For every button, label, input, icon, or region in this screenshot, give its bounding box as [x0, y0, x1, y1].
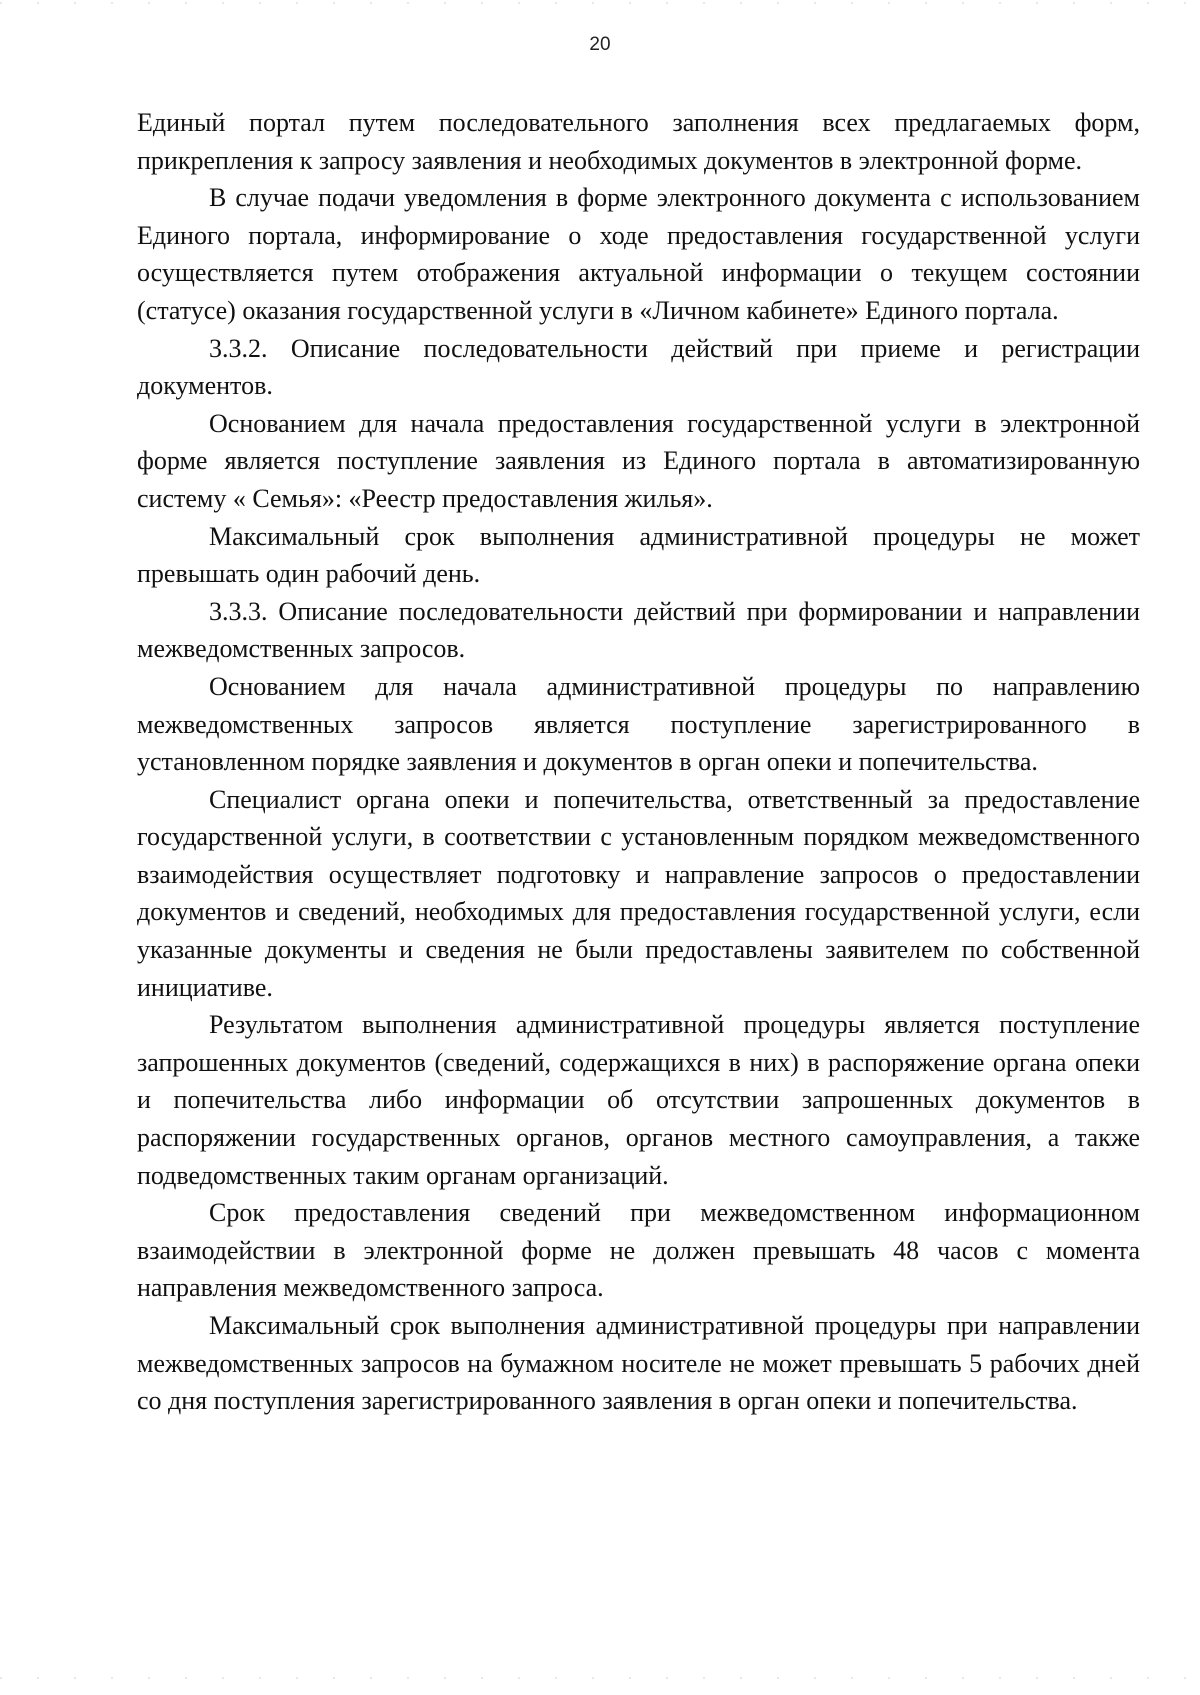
- scan-edge-bottom: [0, 1677, 1200, 1679]
- paragraph-3: 3.3.2. Описание последовательности действий при приеме и регистрации документов.: [137, 333, 1140, 401]
- page-number: 20: [589, 34, 611, 55]
- paragraph-9: Результатом выполнения административной процедуры является поступление запрошенных документов (сведений, содержащихся в них) в распоряжение органа опеки и попечительства либо информации об отсутствии запрошенных документов в распоряжении государственных органов, органов местного самоуправления, а также подведомственных таким органам организаций.: [137, 1010, 1140, 1190]
- paragraph-5: Максимальный срок выполнения административной процедуры не может превышать один рабочий день.: [137, 521, 1140, 589]
- paragraph-11: Максимальный срок выполнения административной процедуры при направлении межведомственных запросов на бумажном носителе не может превышать 5 рабочих дней со дня поступления зарегистрированного заявления в орган опеки и попечительства.: [137, 1311, 1140, 1416]
- paragraph-10: Срок предоставления сведений при межведомственном информационном взаимодействии в электронной форме не должен превышать 48 часов с момента направления межведомственного запроса.: [137, 1198, 1140, 1303]
- paragraph-6: 3.3.3. Описание последовательности действий при формировании и направлении межведомственных запросов.: [137, 596, 1140, 664]
- paragraph-2: В случае подачи уведомления в форме электронного документа с использованием Единого портала, информирование о ходе предоставления государственной услуги осуществляется путем отображения актуальной информации о текущем состоянии (статусе) оказания государственной услуги в «Личном кабинете» Единого портала.: [137, 183, 1140, 325]
- paragraph-7: Основанием для начала административной процедуры по направлению межведомственных запросов является поступление зарегистрированного в установленном порядке заявления и документов в орган опеки и попечительства.: [137, 671, 1140, 777]
- document-body: [137, 104, 1140, 1420]
- paragraph-8: Специалист органа опеки и попечительства, ответственный за предоставление государственной услуги, в соответствии с установленным порядком межведомственного взаимодействия осуществляет подготовку и направление запросов о предоставлении документов и сведений, необходимых для предоставления государственной услуги, если указанные документы и сведения не были предоставлены заявителем по собственной инициативе.: [137, 784, 1140, 1002]
- paragraph-4: Основанием для начала предоставления государственной услуги в электронной форме является поступление заявления из Единого портала в автоматизированную систему « Семья»: «Реестр предоставления жилья».: [137, 408, 1140, 513]
- scan-edge-top: [0, 2, 1200, 4]
- paragraph-1: Единый портал путем последовательного заполнения всех предлагаемых форм, прикрепления к запросу заявления и необходимых документов в электронной форме.: [137, 108, 1140, 175]
